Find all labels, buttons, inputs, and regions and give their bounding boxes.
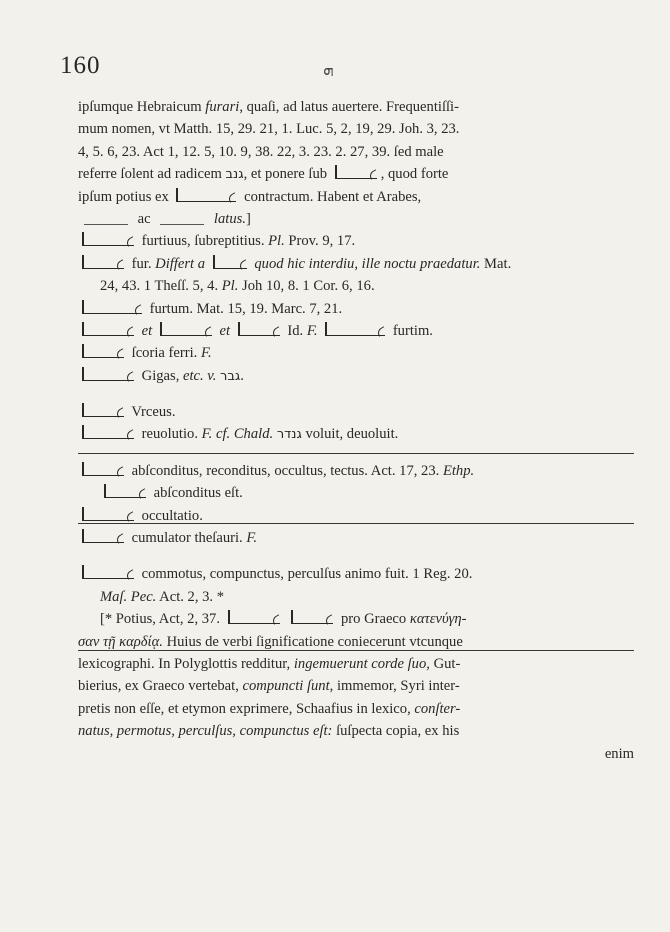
syriac-headword (82, 299, 142, 314)
syriac-word (325, 321, 385, 336)
entry: furtum. Mat. 15, 19. Marc. 7, 21. (78, 298, 634, 320)
syriac-word (213, 254, 247, 269)
text-line: ipſumque Hebraicum furari, quaſi, ad latus auertere. Frequentiſſi- (78, 99, 459, 115)
syriac-word (335, 164, 377, 179)
arabic-word (160, 210, 204, 225)
syriac-headword (82, 366, 134, 381)
text-line: Maſ. Pec. Act. 2, 3. * (100, 588, 225, 605)
syriac-word (291, 609, 333, 624)
text-line: 4, 5. 6, 23. Act 1, 12. 5, 10. 9, 38. 22, 3. 23. 2. 27, 39. ſed male (78, 143, 444, 160)
syriac-headword (82, 343, 124, 358)
syriac-headword (82, 424, 134, 439)
entry: Gigas, etc. v. גבר. (78, 365, 634, 387)
page-number: 160 (60, 52, 101, 79)
note-line: pretis non eſſe, et etymon exprimere, Schaafius in lexico, conſter- (78, 700, 461, 717)
syriac-headword (82, 461, 124, 476)
entry: reuolutio. F. cf. Chald. גנדר voluit, deuoluit. (78, 423, 634, 445)
syriac-word (238, 321, 280, 336)
text-line: abſconditus eſt. (78, 482, 634, 504)
running-head: ܗ (323, 60, 334, 79)
entry: occultatio. (78, 505, 634, 527)
note-line: natus, permotus, perculſus, compunctus eſt: ſuſpecta copia, ex his (78, 723, 460, 740)
syriac-headword (82, 321, 134, 336)
syriac-word (104, 483, 146, 498)
entry: furtiuus, ſubreptitius. Pl. Prov. 9, 17. (78, 230, 634, 252)
entry: cumulator theſauri. F. (78, 527, 634, 549)
text-line: ipſum potius ex contractum. Habent et Arabes, (78, 188, 422, 205)
syriac-headword (82, 528, 124, 543)
section-rule (78, 650, 634, 651)
text-line: ac latus.] (78, 208, 634, 230)
text-line: 24, 43. 1 Theſſ. 5, 4. Pl. Joh 10, 8. 1 Cor. 6, 16. (100, 278, 375, 295)
syriac-headword (82, 254, 124, 269)
entry: ſcoria ferri. F. (78, 342, 634, 364)
syriac-headword (82, 231, 134, 246)
entry: abſconditus, reconditus, occultus, tectus. Act. 17, 23. Ethp. (78, 460, 634, 482)
entry: commotus, compunctus, perculſus animo fuit. 1 Reg. 20. (78, 563, 634, 585)
section-rule (78, 453, 634, 454)
note-line: [* Potius, Act, 2, 37. pro Graeco κατενύγη- (100, 611, 467, 628)
syriac-headword (82, 506, 134, 521)
entry: fur. Differt a quod hic interdiu, ille noctu praedatur. Mat. (78, 253, 634, 275)
syriac-word (160, 321, 212, 336)
entry: Vrceus. (78, 401, 634, 423)
note-line: bierius, ex Graeco vertebat, compuncti ſunt, immemor, Syri inter- (78, 678, 460, 695)
arabic-word (84, 210, 128, 225)
section-rule (78, 523, 634, 524)
entry: et et Id. F. furtim. (78, 320, 634, 342)
catchword: enim (604, 745, 634, 762)
text-line: referre ſolent ad radicem גנב, et ponere ſub , quod forte (78, 166, 449, 183)
syriac-headword (82, 564, 134, 579)
body-text (78, 96, 634, 765)
syriac-word (228, 609, 280, 624)
syriac-headword (82, 402, 124, 417)
syriac-word (176, 187, 236, 202)
text-line: mum nomen, vt Matth. 15, 29. 21, 1. Luc. 5, 2, 19, 29. Joh. 3, 23. (78, 121, 460, 138)
note-line: σαν τῇ καρδίᾳ. Huius de verbi ſignificatione coniecerunt vtcunque (78, 633, 463, 650)
note-line: lexicographi. In Polyglottis redditur, ingemuerunt corde ſuo, Gut- (78, 655, 461, 672)
